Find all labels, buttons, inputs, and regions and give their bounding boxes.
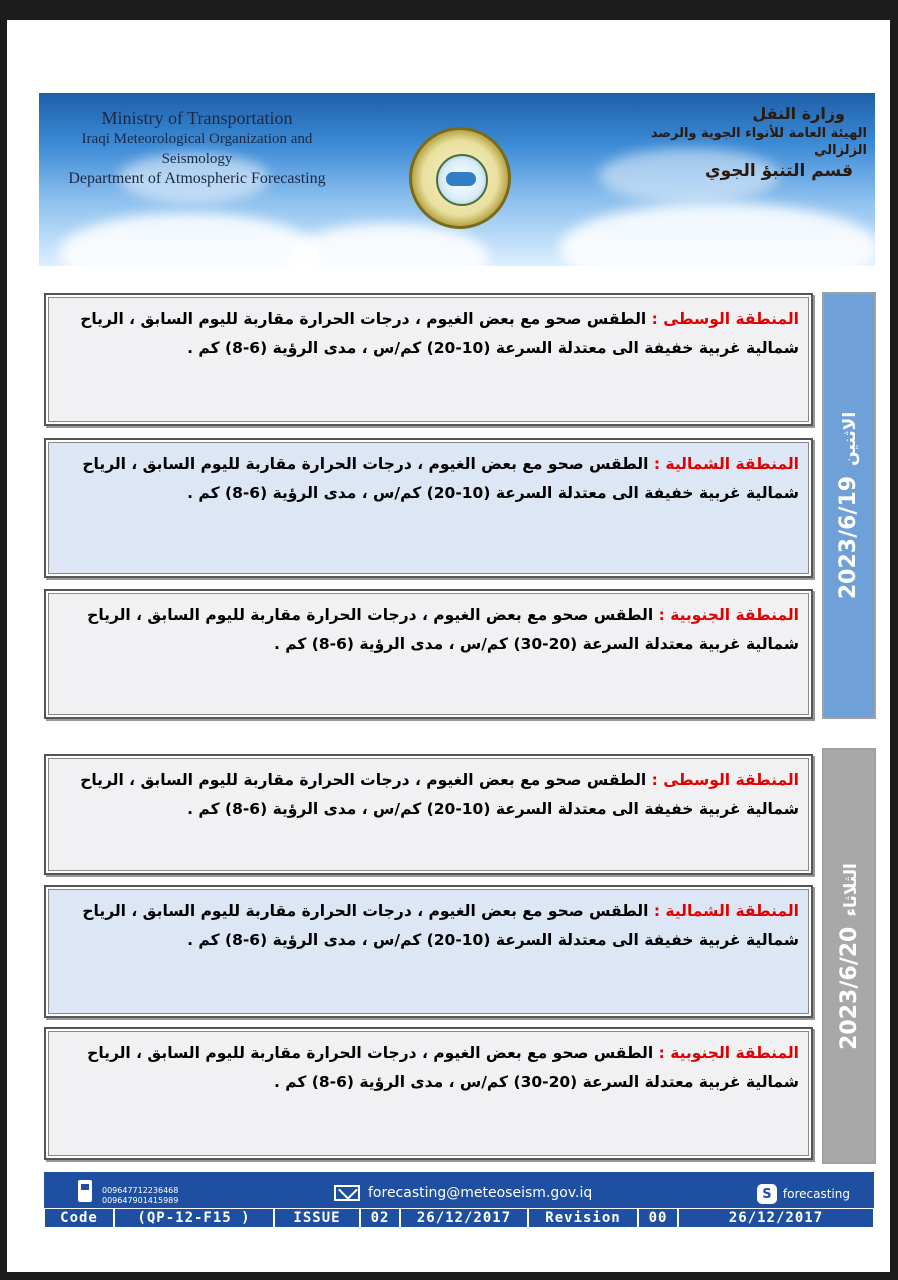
day2-date: 2023/6/20 <box>836 926 862 1050</box>
phone-number-2: 009647901415989 <box>102 1195 179 1205</box>
email-contact <box>334 1185 592 1201</box>
day1-date: 2023/6/19 <box>836 475 862 600</box>
envelope-icon <box>334 1185 360 1201</box>
code-label: Code <box>44 1208 114 1228</box>
header-english <box>47 107 347 190</box>
region-label: المنطقة الجنوبية : <box>658 1044 799 1062</box>
ministry-name-ar: وزارة النقل <box>752 104 845 123</box>
revision-date: 26/12/2017 <box>678 1208 874 1228</box>
region-label: المنطقة الوسطى : <box>651 310 799 328</box>
organization-logo <box>409 127 511 229</box>
day2-weekday: الثلاثاء <box>840 862 861 917</box>
phone-number-1: 009647712236468 <box>102 1186 179 1195</box>
ministry-name-en: Ministry of Transportation <box>101 108 293 128</box>
revision-value: 00 <box>638 1208 678 1228</box>
code-value: (QP-12-F15 ) <box>114 1208 274 1228</box>
region-label: المنطقة الوسطى : <box>651 771 799 789</box>
issue-label: ISSUE <box>274 1208 360 1228</box>
region-label: المنطقة الجنوبية : <box>658 606 799 624</box>
phone-icon <box>78 1180 92 1202</box>
forecast-day1-southern <box>44 589 813 719</box>
forecast-day2-southern <box>44 1027 813 1160</box>
forecast-text: الطقس صحو مع بعض الغيوم ، درجات الحرارة مقاربة لليوم السابق ، الرياح شمالية غربية معتدلة السرعة (20-30) كم/س ، مدى الرؤية (6-8) كم . <box>87 1044 799 1092</box>
forecast-text: الطقس صحو مع بعض الغيوم ، درجات الحرارة مقاربة لليوم السابق ، الرياح شمالية غربية خفيفة الى معتدلة السرعة (10-20) كم/س ، مدى الرؤية (6-8) كم . <box>82 455 799 503</box>
region-label: المنطقة الشمالية : <box>653 902 799 920</box>
phone-numbers <box>102 1186 178 1205</box>
header-banner <box>39 93 875 266</box>
skype-contact <box>757 1184 850 1204</box>
forecast-day2-central <box>44 754 813 875</box>
department-name-en: Department of Atmospheric Forecasting <box>68 170 326 188</box>
organization-name-en: Iraqi Meteorological Organization and Seismology <box>81 131 313 167</box>
issue-value: 02 <box>360 1208 400 1228</box>
forecast-day1-central <box>44 293 813 426</box>
forecast-text: الطقس صحو مع بعض الغيوم ، درجات الحرارة مقاربة لليوم السابق ، الرياح شمالية غربية خفيفة الى معتدلة السرعة (10-20) كم/س ، مدى الرؤية (6-8) كم . <box>80 771 799 819</box>
issue-date: 26/12/2017 <box>400 1208 528 1228</box>
forecast-day1-northern <box>44 438 813 578</box>
revision-label: Revision <box>528 1208 638 1228</box>
forecast-text: الطقس صحو مع بعض الغيوم ، درجات الحرارة مقاربة لليوم السابق ، الرياح شمالية غربية معتدلة السرعة (20-30) كم/س ، مدى الرؤية (6-8) كم . <box>87 606 799 654</box>
region-label: المنطقة الشمالية : <box>653 455 799 473</box>
forecast-text: الطقس صحو مع بعض الغيوم ، درجات الحرارة مقاربة لليوم السابق ، الرياح شمالية غربية خفيفة الى معتدلة السرعة (10-20) كم/س ، مدى الرؤية (6-8) كم . <box>82 902 799 950</box>
forecast-day2-northern <box>44 885 813 1018</box>
document-code-bar <box>44 1208 874 1228</box>
header-arabic <box>607 103 867 183</box>
email-address: forecasting@meteoseism.gov.iq <box>368 1185 593 1201</box>
contact-footer <box>44 1172 874 1228</box>
cloud-emblem-icon <box>436 154 488 206</box>
department-name-ar: قسم التنبؤ الجوي <box>705 160 853 181</box>
skype-name: forecasting <box>782 1187 850 1201</box>
organization-name-ar: الهيئة العامة للأنواء الجوية والرصد الزلزالي <box>650 125 867 159</box>
day2-date-sidebar <box>822 748 876 1164</box>
forecast-text: الطقس صحو مع بعض الغيوم ، درجات الحرارة مقاربة لليوم السابق ، الرياح شمالية غربية خفيفة الى معتدلة السرعة (10-20) كم/س ، مدى الرؤية (6-8) كم . <box>80 310 799 358</box>
day1-date-sidebar <box>822 292 876 719</box>
day1-weekday: الاثنين <box>840 411 861 466</box>
skype-icon: S <box>757 1184 777 1204</box>
